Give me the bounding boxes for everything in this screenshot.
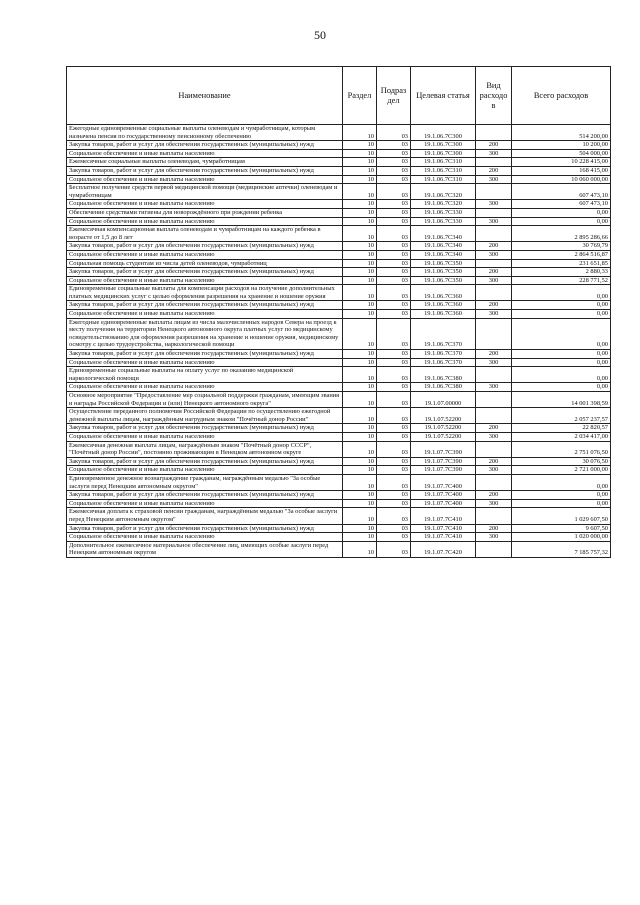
table-row	[67, 541, 611, 557]
table-row	[67, 367, 611, 383]
row-total: 10 228 415,00	[512, 158, 611, 167]
table-row	[67, 392, 611, 408]
row-podrazdel: 03	[377, 457, 411, 466]
row-vid: 200	[476, 457, 512, 466]
row-razdel: 10	[343, 208, 377, 217]
row-vid: 300	[476, 358, 512, 367]
table-row	[67, 508, 611, 524]
row-vid: 200	[476, 524, 512, 533]
row-name: Ежемесячная доплата к страховой пенсии гражданам, награждённым медалью "За особые заслуги перед Ненецким автономным округом"	[67, 508, 343, 524]
row-name: Закупка товаров, работ и услуг для обеспечения государственных (муниципальных) нужд	[67, 524, 343, 533]
row-razdel: 10	[343, 200, 377, 209]
row-statya: 19.1.06.7С330	[411, 208, 476, 217]
row-vid: 200	[476, 424, 512, 433]
table-row	[67, 259, 611, 268]
row-total: 0,00	[512, 358, 611, 367]
table-row	[67, 424, 611, 433]
row-razdel: 10	[343, 125, 377, 141]
table-row	[67, 408, 611, 424]
table-row	[67, 285, 611, 301]
row-podrazdel: 03	[377, 408, 411, 424]
row-name: Основное мероприятие "Предоставление мер социальной поддержки гражданам, имеющим звания и награды Российской Федерации и (или) Ненецкого автономного округа"	[67, 392, 343, 408]
row-total: 0,00	[512, 383, 611, 392]
row-name: Бесплатное получение средств первой медицинской помощи (медицинские аптечки) оленеводам и чумработницам	[67, 184, 343, 200]
row-statya: 19.1.06.7С320	[411, 200, 476, 209]
row-total: 231 651,85	[512, 259, 611, 268]
row-vid: 200	[476, 166, 512, 175]
row-statya: 19.1.07.7С400	[411, 474, 476, 490]
row-vid	[476, 474, 512, 490]
row-podrazdel: 03	[377, 276, 411, 285]
row-total: 228 771,52	[512, 276, 611, 285]
row-statya: 19.1.07.52200	[411, 408, 476, 424]
row-razdel: 10	[343, 226, 377, 242]
header-statya: Целевая статья	[411, 67, 476, 125]
row-name: Закупка товаров, работ и услуг для обеспечения государственных (муниципальных) нужд	[67, 268, 343, 277]
row-podrazdel: 03	[377, 424, 411, 433]
row-podrazdel: 03	[377, 310, 411, 319]
row-statya: 19.1.06.7С300	[411, 141, 476, 150]
row-statya: 19.1.06.7С310	[411, 166, 476, 175]
row-total: 22 820,57	[512, 424, 611, 433]
row-vid	[476, 508, 512, 524]
row-podrazdel: 03	[377, 141, 411, 150]
row-vid: 200	[476, 268, 512, 277]
table-row	[67, 441, 611, 457]
row-statya: 19.1.06.7С320	[411, 184, 476, 200]
table-row	[67, 276, 611, 285]
row-podrazdel: 03	[377, 149, 411, 158]
row-total: 2 895 286,66	[512, 226, 611, 242]
row-statya: 19.1.06.7С350	[411, 276, 476, 285]
row-statya: 19.1.06.7С370	[411, 358, 476, 367]
table-body	[67, 125, 611, 558]
row-podrazdel: 03	[377, 217, 411, 226]
row-statya: 19.1.07.52200	[411, 424, 476, 433]
row-podrazdel: 03	[377, 533, 411, 542]
row-razdel: 10	[343, 285, 377, 301]
row-total: 2 864 516,87	[512, 250, 611, 259]
row-podrazdel: 03	[377, 508, 411, 524]
row-vid: 200	[476, 491, 512, 500]
row-podrazdel: 03	[377, 499, 411, 508]
row-podrazdel: 03	[377, 441, 411, 457]
row-total: 10 200,00	[512, 141, 611, 150]
table-row	[67, 358, 611, 367]
row-statya: 19.1.06.7С310	[411, 158, 476, 167]
row-total: 607 473,10	[512, 184, 611, 200]
row-name: Закупка товаров, работ и услуг для обеспечения государственных (муниципальных) нужд	[67, 141, 343, 150]
row-name: Социальное обеспечение и иные выплаты населению	[67, 175, 343, 184]
row-podrazdel: 03	[377, 524, 411, 533]
row-total: 607 473,10	[512, 200, 611, 209]
row-podrazdel: 03	[377, 268, 411, 277]
row-total: 1 020 000,00	[512, 533, 611, 542]
row-total: 14 001 398,59	[512, 392, 611, 408]
table-row	[67, 474, 611, 490]
table-row	[67, 175, 611, 184]
row-name: Единовременные социальные выплаты на оплату услуг по оказанию медицинской наркологической помощи	[67, 367, 343, 383]
row-vid	[476, 285, 512, 301]
row-podrazdel: 03	[377, 250, 411, 259]
row-razdel: 10	[343, 424, 377, 433]
row-total: 30 769,79	[512, 242, 611, 251]
table-row	[67, 166, 611, 175]
page-number: 50	[314, 28, 326, 42]
row-name: Социальное обеспечение и иные выплаты населению	[67, 149, 343, 158]
row-podrazdel: 03	[377, 350, 411, 359]
row-razdel: 10	[343, 149, 377, 158]
row-statya: 19.1.06.7С380	[411, 383, 476, 392]
row-vid: 300	[476, 149, 512, 158]
row-vid	[476, 392, 512, 408]
row-name: Ежегодные единовременные социальные выплаты оленеводам и чумработницам, которым назначена пенсия по государственному пенсионному обеспечению	[67, 125, 343, 141]
row-podrazdel: 03	[377, 358, 411, 367]
row-razdel: 10	[343, 392, 377, 408]
table-row	[67, 250, 611, 259]
row-total: 514 200,00	[512, 125, 611, 141]
row-podrazdel: 03	[377, 259, 411, 268]
header-razdel: Раздел	[343, 67, 377, 125]
row-podrazdel: 03	[377, 466, 411, 475]
row-statya: 19.1.06.7С340	[411, 242, 476, 251]
row-statya: 19.1.06.7С350	[411, 268, 476, 277]
row-razdel: 10	[343, 250, 377, 259]
row-total: 9 607,50	[512, 524, 611, 533]
row-razdel: 10	[343, 276, 377, 285]
row-statya: 19.1.07.7С410	[411, 533, 476, 542]
row-total: 0,00	[512, 491, 611, 500]
row-statya: 19.1.07.00000	[411, 392, 476, 408]
row-podrazdel: 03	[377, 318, 411, 349]
row-podrazdel: 03	[377, 301, 411, 310]
row-vid	[476, 259, 512, 268]
row-total: 0,00	[512, 285, 611, 301]
row-name: Ежемесячная денежная выплата лицам, награждённым знаком "Почётный донор СССР", "Почётный донор России", постоянно проживающим в Ненецком автономном округе	[67, 441, 343, 457]
row-total: 504 000,00	[512, 149, 611, 158]
row-razdel: 10	[343, 408, 377, 424]
row-total: 2 034 417,00	[512, 432, 611, 441]
row-name: Единовременное денежное вознаграждение гражданам, награждённым медалью "За особые заслуги перед Ненецким автономным округом"	[67, 474, 343, 490]
row-razdel: 10	[343, 175, 377, 184]
row-total: 2 057 237,57	[512, 408, 611, 424]
row-vid	[476, 441, 512, 457]
row-razdel: 10	[343, 499, 377, 508]
header-name: Наименование	[67, 67, 343, 125]
row-razdel: 10	[343, 457, 377, 466]
row-statya: 19.1.06.7С350	[411, 259, 476, 268]
row-statya: 19.1.07.7С390	[411, 466, 476, 475]
row-name: Социальное обеспечение и иные выплаты населению	[67, 217, 343, 226]
row-total: 0,00	[512, 367, 611, 383]
row-razdel: 10	[343, 533, 377, 542]
row-name: Социальное обеспечение и иные выплаты населению	[67, 250, 343, 259]
header-vid: Вид расходо в	[476, 67, 512, 125]
table-row	[67, 350, 611, 359]
row-statya: 19.1.06.7С380	[411, 367, 476, 383]
row-podrazdel: 03	[377, 392, 411, 408]
header-podrazdel: Подраз дел	[377, 67, 411, 125]
row-name: Закупка товаров, работ и услуг для обеспечения государственных (муниципальных) нужд	[67, 491, 343, 500]
row-name: Социальное обеспечение и иные выплаты населению	[67, 383, 343, 392]
row-total: 1 029 607,50	[512, 508, 611, 524]
row-total: 0,00	[512, 301, 611, 310]
row-name: Дополнительное ежемесячное материальное обеспечение лиц, имеющих особые заслуги перед Ненецким автономным округом	[67, 541, 343, 557]
row-statya: 19.1.06.7С340	[411, 250, 476, 259]
table-row	[67, 383, 611, 392]
table-row	[67, 125, 611, 141]
row-statya: 19.1.06.7С330	[411, 217, 476, 226]
row-total: 0,00	[512, 499, 611, 508]
row-total: 2 880,33	[512, 268, 611, 277]
row-podrazdel: 03	[377, 208, 411, 217]
row-total: 0,00	[512, 350, 611, 359]
row-total: 0,00	[512, 217, 611, 226]
row-vid: 300	[476, 276, 512, 285]
row-statya: 19.1.07.7С410	[411, 508, 476, 524]
row-vid: 300	[476, 250, 512, 259]
row-razdel: 10	[343, 301, 377, 310]
row-name: Закупка товаров, работ и услуг для обеспечения государственных (муниципальных) нужд	[67, 424, 343, 433]
row-statya: 19.1.06.7С300	[411, 149, 476, 158]
row-name: Социальное обеспечение и иные выплаты населению	[67, 432, 343, 441]
row-statya: 19.1.06.7С370	[411, 350, 476, 359]
row-razdel: 10	[343, 508, 377, 524]
row-total: 168 415,00	[512, 166, 611, 175]
row-statya: 19.1.06.7С300	[411, 125, 476, 141]
row-statya: 19.1.06.7С310	[411, 175, 476, 184]
table-row	[67, 226, 611, 242]
row-razdel: 10	[343, 432, 377, 441]
row-name: Социальная помощь студентам из числа детей оленеводов, чумработниц	[67, 259, 343, 268]
row-razdel: 10	[343, 524, 377, 533]
table-row	[67, 301, 611, 310]
row-vid	[476, 208, 512, 217]
row-vid: 200	[476, 350, 512, 359]
row-name: Закупка товаров, работ и услуг для обеспечения государственных (муниципальных) нужд	[67, 166, 343, 175]
table-row	[67, 268, 611, 277]
row-podrazdel: 03	[377, 226, 411, 242]
expenditure-table	[66, 66, 611, 558]
row-razdel: 10	[343, 242, 377, 251]
row-razdel: 10	[343, 318, 377, 349]
table-row	[67, 200, 611, 209]
table-row	[67, 533, 611, 542]
row-podrazdel: 03	[377, 285, 411, 301]
row-total: 0,00	[512, 318, 611, 349]
row-razdel: 10	[343, 268, 377, 277]
row-name: Социальное обеспечение и иные выплаты населению	[67, 466, 343, 475]
row-total: 30 076,50	[512, 457, 611, 466]
row-vid: 300	[476, 200, 512, 209]
row-razdel: 10	[343, 310, 377, 319]
row-name: Закупка товаров, работ и услуг для обеспечения государственных (муниципальных) нужд	[67, 350, 343, 359]
row-vid: 300	[476, 466, 512, 475]
row-podrazdel: 03	[377, 491, 411, 500]
row-podrazdel: 03	[377, 541, 411, 557]
row-vid: 200	[476, 242, 512, 251]
row-podrazdel: 03	[377, 184, 411, 200]
row-statya: 19.1.06.7С360	[411, 310, 476, 319]
table-row	[67, 141, 611, 150]
row-name: Ежегодные единовременные выплаты лицам из числа малочисленных народов Севера на проезд к месту получения на территории Ненецкого автономного округа платных услуг по медицинскому освидетельствованию для оформления разрешения на хранение и ношение оружия, медицинскому осмотру с целью трудоустройства, наркологической помощи	[67, 318, 343, 349]
row-name: Закупка товаров, работ и услуг для обеспечения государственных (муниципальных) нужд	[67, 242, 343, 251]
table-row	[67, 432, 611, 441]
row-statya: 19.1.06.7С360	[411, 301, 476, 310]
row-name: Ежемесячные социальные выплаты оленеводам, чумработницам	[67, 158, 343, 167]
row-name: Закупка товаров, работ и услуг для обеспечения государственных (муниципальных) нужд	[67, 457, 343, 466]
row-total: 0,00	[512, 474, 611, 490]
table-row	[67, 457, 611, 466]
row-statya: 19.1.06.7С360	[411, 285, 476, 301]
row-total: 0,00	[512, 208, 611, 217]
row-statya: 19.1.07.52200	[411, 432, 476, 441]
table-row	[67, 208, 611, 217]
row-total: 10 060 000,00	[512, 175, 611, 184]
row-razdel: 10	[343, 441, 377, 457]
row-total: 2 751 076,50	[512, 441, 611, 457]
row-statya: 19.1.07.7С400	[411, 499, 476, 508]
row-name: Социальное обеспечение и иные выплаты населению	[67, 533, 343, 542]
row-razdel: 10	[343, 259, 377, 268]
row-razdel: 10	[343, 541, 377, 557]
row-name: Социальное обеспечение и иные выплаты населению	[67, 499, 343, 508]
row-vid	[476, 226, 512, 242]
row-vid: 200	[476, 301, 512, 310]
table-row	[67, 524, 611, 533]
row-statya: 19.1.07.7С410	[411, 524, 476, 533]
table-row	[67, 184, 611, 200]
table-row	[67, 499, 611, 508]
table-row	[67, 242, 611, 251]
row-razdel: 10	[343, 466, 377, 475]
row-podrazdel: 03	[377, 175, 411, 184]
row-podrazdel: 03	[377, 383, 411, 392]
row-statya: 19.1.07.7С390	[411, 441, 476, 457]
row-vid	[476, 367, 512, 383]
row-razdel: 10	[343, 367, 377, 383]
row-podrazdel: 03	[377, 166, 411, 175]
row-statya: 19.1.06.7С340	[411, 226, 476, 242]
row-name: Ежемесячная компенсационная выплата оленеводам и чумработницам на каждого ребенка в возрасте от 1,5 до 8 лет	[67, 226, 343, 242]
row-vid: 300	[476, 383, 512, 392]
row-name: Социальное обеспечение и иные выплаты населению	[67, 276, 343, 285]
row-podrazdel: 03	[377, 242, 411, 251]
row-vid: 300	[476, 175, 512, 184]
row-vid	[476, 318, 512, 349]
row-podrazdel: 03	[377, 158, 411, 167]
table-row	[67, 310, 611, 319]
row-razdel: 10	[343, 358, 377, 367]
table-row	[67, 491, 611, 500]
row-total: 2 721 000,00	[512, 466, 611, 475]
row-podrazdel: 03	[377, 367, 411, 383]
row-statya: 19.1.07.7С390	[411, 457, 476, 466]
row-vid: 300	[476, 533, 512, 542]
row-vid	[476, 125, 512, 141]
row-total: 7 185 757,32	[512, 541, 611, 557]
row-vid: 300	[476, 217, 512, 226]
row-razdel: 10	[343, 158, 377, 167]
row-razdel: 10	[343, 217, 377, 226]
row-razdel: 10	[343, 166, 377, 175]
row-name: Осуществление переданного полномочия Российской Федерации по осуществлению ежегодной денежной выплаты лицам, награждённым нагрудным знаком "Почётный донор России"	[67, 408, 343, 424]
row-razdel: 10	[343, 141, 377, 150]
row-name: Социальное обеспечение и иные выплаты населению	[67, 200, 343, 209]
row-razdel: 10	[343, 350, 377, 359]
row-vid	[476, 541, 512, 557]
row-razdel: 10	[343, 491, 377, 500]
row-name: Социальное обеспечение и иные выплаты населению	[67, 358, 343, 367]
row-name: Закупка товаров, работ и услуг для обеспечения государственных (муниципальных) нужд	[67, 301, 343, 310]
row-statya: 19.1.06.7С370	[411, 318, 476, 349]
table-row	[67, 158, 611, 167]
table-header-row	[67, 67, 611, 125]
row-vid: 300	[476, 499, 512, 508]
row-vid	[476, 184, 512, 200]
row-name: Обеспечение средствами гигиены для новорождённого при рождении ребенка	[67, 208, 343, 217]
row-statya: 19.1.07.7С400	[411, 491, 476, 500]
row-statya: 19.1.07.7С420	[411, 541, 476, 557]
row-razdel: 10	[343, 184, 377, 200]
table-row	[67, 217, 611, 226]
row-name: Единовременные социальные выплаты для компенсации расходов на получение дополнительных платных медицинских услуг с целью оформления разрешения на хранение и ношение оружия	[67, 285, 343, 301]
row-razdel: 10	[343, 383, 377, 392]
row-vid	[476, 408, 512, 424]
table-row	[67, 149, 611, 158]
table-row	[67, 466, 611, 475]
row-podrazdel: 03	[377, 125, 411, 141]
table-row	[67, 318, 611, 349]
row-vid: 300	[476, 432, 512, 441]
row-podrazdel: 03	[377, 432, 411, 441]
row-vid	[476, 158, 512, 167]
row-total: 0,00	[512, 310, 611, 319]
row-name: Социальное обеспечение и иные выплаты населению	[67, 310, 343, 319]
header-total: Всего расходов	[512, 67, 611, 125]
row-vid: 300	[476, 310, 512, 319]
row-podrazdel: 03	[377, 474, 411, 490]
row-vid: 200	[476, 141, 512, 150]
row-razdel: 10	[343, 474, 377, 490]
row-podrazdel: 03	[377, 200, 411, 209]
